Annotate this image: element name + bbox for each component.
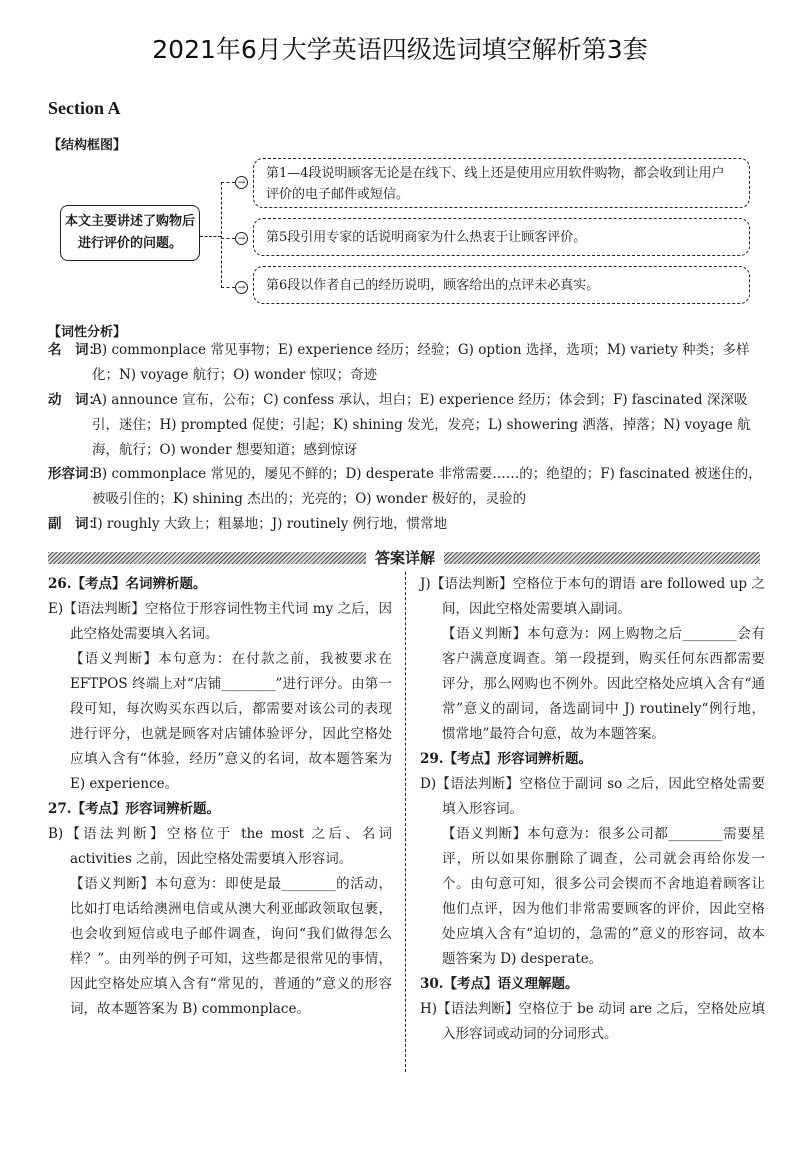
- structure-link-main: [200, 236, 221, 237]
- pos-text: B) commonplace 常见的，屡见不鲜的；D) desperate 非常需要……的；绝望的；F) fascinated 被迷住的，被吸引住的；K) shining 杰出的；光亮的；O) wonder 极好的，灵验的: [92, 466, 762, 507]
- question-29-header: 29.【考点】形容词辨析题。: [420, 751, 592, 767]
- question-26-semantic: 【语义判断】本句意为：在付款之前，我被要求在 EFTPOS 终端上对“店铺________”进行评分。由第一段可知，每次购买东西以后，都需要对该公司的表现进行评分，也就是顾客对店铺体验评分，因此空格处应填入含有“体验，经历”意义的名词，故本题答案为 E) experience。: [70, 651, 392, 792]
- pos-label: 名 词：: [48, 342, 102, 358]
- structure-link-3: [221, 287, 235, 288]
- question-30-header: 30.【考点】语义理解题。: [420, 976, 579, 992]
- answers-banner: [48, 549, 760, 567]
- pos-label: 动 词：: [48, 392, 102, 408]
- answers-right-column: [420, 572, 765, 1047]
- structure-link-2: [221, 238, 235, 239]
- structure-connector-line: [221, 182, 222, 288]
- pos-label: 副 词：: [48, 516, 102, 532]
- arrow-circle-icon: →: [235, 176, 248, 189]
- page-title: 2021年6月大学英语四级选词填空解析第3套: [152, 35, 648, 64]
- arrow-circle-icon: →: [235, 281, 248, 294]
- structure-box-3: 第6段以作者自己的经历说明，顾客给出的点评未必真实。: [253, 266, 750, 304]
- question-30-grammar: H)【语法判断】空格位于 be 动词 are 之后，空格处应填入形容词或动词的分词形式。: [420, 1001, 765, 1042]
- question-26-grammar: E)【语法判断】空格位于形容词性物主代词 my 之后，因此空格处需要填入名词。: [48, 601, 392, 642]
- pos-label: 形容词：: [48, 466, 102, 482]
- question-27-semantic: 【语义判断】本句意为：即使是最________的活动，比如打电话给澳洲电信或从澳大利亚邮政领取包裹，也会收到短信或电子邮件调查，询问“我们做得怎么样？”。由列举的例子可知，这些都是很常见的事情，因此空格处应填入含有“常见的，普通的”意义的形容词，故本题答案为 B) commonplace。: [70, 876, 392, 1017]
- pos-row-noun: [48, 338, 768, 388]
- question-29-grammar: D)【语法判断】空格位于副词 so 之后，因此空格处需要填入形容词。: [420, 776, 765, 817]
- column-divider: [405, 572, 406, 1072]
- structure-box-1: 第1—4段说明顾客无论是在线下、线上还是使用应用软件购物，都会收到让用户评价的电子邮件或短信。: [253, 158, 750, 208]
- question-28-grammar: J)【语法判断】空格位于本句的谓语 are followed up 之间，因此空格处需要填入副词。: [420, 576, 765, 617]
- arrow-circle-icon: →: [235, 232, 248, 245]
- pos-row-adjective: [48, 462, 768, 512]
- section-heading: Section A: [48, 98, 121, 118]
- pos-analysis-tag: 【词性分析】: [48, 325, 127, 340]
- pos-text: I) roughly 大致上；粗暴地；J) routinely 例行地，惯常地: [92, 516, 448, 532]
- structure-main-box: [60, 205, 200, 261]
- pos-row-adverb: [48, 512, 768, 537]
- answers-left-column: [48, 572, 392, 1022]
- pos-text: B) commonplace 常见事物；E) experience 经历；经验；G) option 选择，选项；M) variety 种类；多样化；N) voyage 航行；O) wonder 惊叹；奇迹: [92, 342, 750, 383]
- question-26-header: 26.【考点】名词辨析题。: [48, 576, 207, 592]
- pos-text: A) announce 宣布，公布；C) confess 承认，坦白；E) experience 经历；体会到；F) fascinated 深深吸引，迷住；H) prompted 促使；引起；K) shining 发光，发亮；L) showering 洒落，掉落；N) voyage 航海，航行；O) wonder 想要知道；感到惊讶: [92, 392, 751, 458]
- structure-link-1: [221, 182, 235, 183]
- pos-row-verb: [48, 388, 768, 463]
- question-29-semantic: 【语义判断】本句意为：很多公司都________需要星评，所以如果你删除了调查，公司就会再给你发一个。由句意可知，很多公司会锲而不舍地追着顾客让他们点评，因为他们非常需要顾客的评价，因此空格处应填入含有“迫切的，急需的”意义的形容词，故本题答案为 D) desperate。: [442, 826, 765, 967]
- banner-pattern-right: [444, 552, 760, 564]
- answers-title: 答案详解: [374, 549, 435, 567]
- banner-pattern-left: [48, 552, 366, 564]
- structure-diagram-tag: 【结构框图】: [48, 138, 127, 153]
- question-28-semantic: 【语义判断】本句意为：网上购物之后________会有客户满意度调查。第一段提到，购买任何东西都需要评分，那么网购也不例外。因此空格处应填入含有“通常”意义的副词，备选副词中 J) routinely“例行地，惯常地”最符合句意，故为本题答案。: [442, 626, 765, 742]
- structure-box-2: 第5段引用专家的话说明商家为什么热衷于让顾客评价。: [253, 218, 750, 256]
- structure-main-text: 本文主要讲述了购物后进行评价的问题。: [65, 214, 196, 251]
- question-27-header: 27.【考点】形容词辨析题。: [48, 801, 220, 817]
- question-27-grammar: B)【语法判断】空格位于 the most 之后、名词 activities 之前，因此空格处需要填入形容词。: [48, 826, 392, 867]
